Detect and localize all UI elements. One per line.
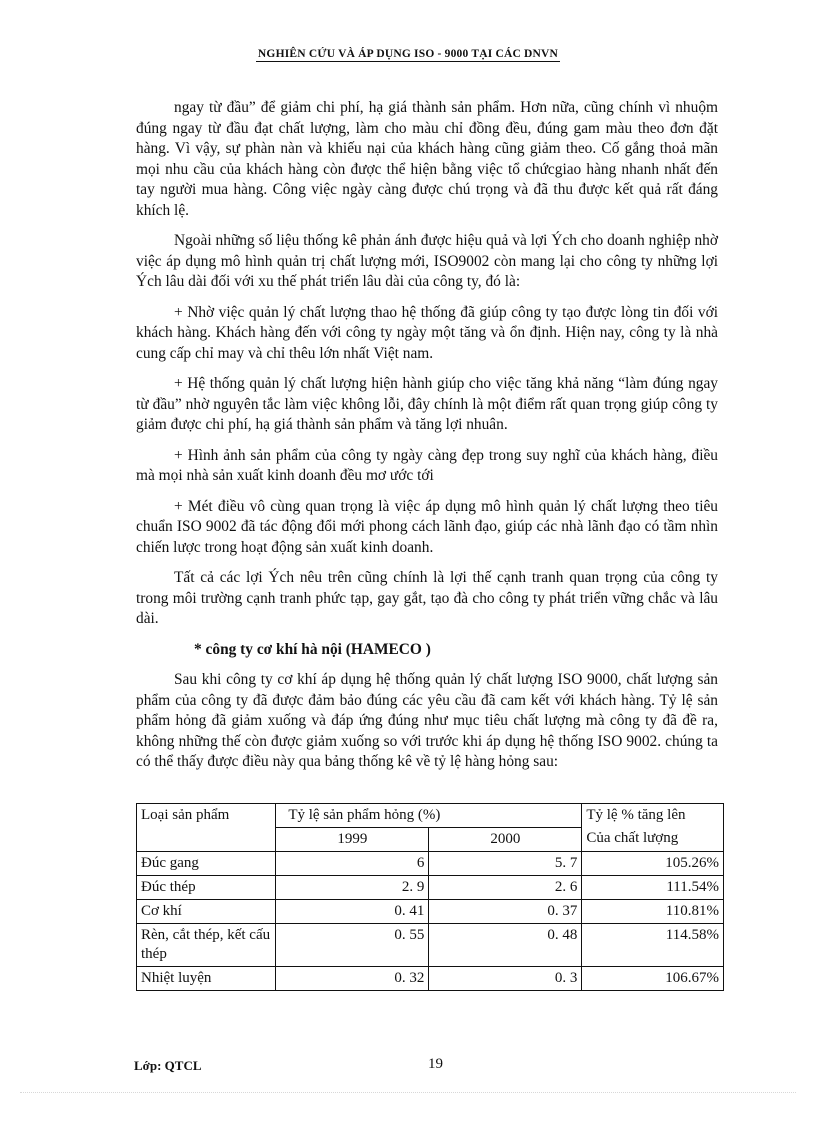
header-increase (582, 804, 724, 852)
header-title: NGHIÊN CỨU VÀ ÁP DỤNG ISO - 9000 TẠI CÁC DNVN (257, 48, 559, 60)
paragraph-6: + Mét điều vô cùng quan trọng là việc áp dụng mô hình quản lý chất lượng theo tiêu chuẩn ISO 9002 đã tác động đổi mới phong cách lãnh đạo, giúp các nhà lãnh đạo có tầm nhìn chiến lược trong hoạt động sản xuất kinh doanh. (136, 497, 718, 556)
table-row (137, 876, 724, 900)
cell-product: Đúc gang (137, 852, 276, 876)
paragraph-1: ngay từ đầu” để giảm chi phí, hạ giá thành sản phẩm. Hơn nữa, cũng chính vì nhuộm đúng ngay từ đầu đạt chất lượng, làm cho màu chỉ đồng đều, đúng gam màu theo đơn đặt hàng. Vì vậy, sự phàn nàn và khiếu nại của khách hàng cũng giảm theo. Cố gắng thoả mãn mọi nhu cầu của khách hàng còn được thể hiện bằng việc tổ chứcgiao hàng nhanh nhất đến tay người mua hàng. Công việc ngày càng được chú trọng và đã thu được kết quả rất đáng khích lệ. (136, 99, 718, 219)
running-header (0, 48, 816, 60)
header-defect-rate: Tỷ lệ sản phẩm hỏng (%) (276, 804, 582, 828)
cell-increase: 110.81% (582, 900, 724, 924)
cell-product: Đúc thép (137, 876, 276, 900)
cell-1999: 0. 32 (276, 967, 429, 991)
paragraph-2: Ngoài những số liệu thống kê phản ánh được hiệu quả và lợi Ých cho doanh nghiệp nhờ việc áp dụng mô hình quản trị chất lượng mới, ISO9002 còn mang lại cho công ty những lợi Ých lâu dài đối với xu thế phát triển lâu dài của công ty, đó là: (136, 232, 718, 290)
footer-page-number: 19 (428, 1056, 443, 1072)
header-increase-line-1: Tỷ lệ % tăng lên (586, 807, 686, 823)
document-body (136, 98, 718, 783)
table-row (137, 924, 724, 967)
cell-product: Nhiệt luyện (137, 967, 276, 991)
paragraph-3: + Nhờ việc quản lý chất lượng thao hệ thống đã giúp công ty tạo được lòng tin đối với khách hàng. Khách hàng đến với công ty ngày một tăng và ổn định. Hiện nay, công ty là nhà cung cấp chỉ may và chỉ thêu lớn nhất Việt nam. (136, 303, 718, 362)
cell-product: Rèn, cắt thép, kết cấu thép (137, 924, 276, 967)
cell-increase: 114.58% (582, 924, 724, 967)
cell-1999: 0. 55 (276, 924, 429, 967)
table-row (137, 852, 724, 876)
header-year-2000: 2000 (429, 828, 582, 852)
footer-class-label: Lớp: QTCL (134, 1058, 202, 1073)
header-increase-line-2: Của chất lượng (586, 830, 679, 846)
header-product: Loại sản phẩm (137, 804, 276, 852)
cell-2000: 0. 3 (429, 967, 582, 991)
cell-increase: 105.26% (582, 852, 724, 876)
cell-product: Cơ khí (137, 900, 276, 924)
header-year-1999: 1999 (276, 828, 429, 852)
cell-increase: 106.67% (582, 967, 724, 991)
cell-2000: 0. 37 (429, 900, 582, 924)
paragraph-4: + Hệ thống quản lý chất lượng hiện hành giúp cho việc tăng khả năng “làm đúng ngay từ đầu” nhờ nguyên tắc làm việc không lỗi, đây chính là một điểm rất quan trọng giúp công ty giảm được chi phí, hạ giá thành sản phẩm và tăng lợi nhuân. (136, 375, 718, 433)
cell-2000: 2. 6 (429, 876, 582, 900)
cell-1999: 2. 9 (276, 876, 429, 900)
cell-1999: 6 (276, 852, 429, 876)
table-row (137, 967, 724, 991)
cell-increase: 111.54% (582, 876, 724, 900)
defect-rate-table (136, 803, 724, 991)
cell-1999: 0. 41 (276, 900, 429, 924)
table-header-row (137, 804, 724, 828)
cell-2000: 5. 7 (429, 852, 582, 876)
table-row (137, 900, 724, 924)
paragraph-5: + Hình ảnh sản phẩm của công ty ngày càng đẹp trong suy nghĩ của khách hàng, điều mà mọi nhà sản xuất kinh doanh đều mơ ước tới (136, 446, 718, 484)
paragraph-7: Tất cả các lợi Ých nêu trên cũng chính là lợi thế cạnh tranh quan trọng của công ty trong môi trường cạnh tranh phức tạp, gay gắt, tạo đà cho công ty phát triển vững chắc và lâu dài. (136, 569, 718, 627)
section-title: * công ty cơ khí hà nội (HAMECO ) (194, 640, 431, 658)
section-paragraph: Sau khi công ty cơ khí áp dụng hệ thống quản lý chất lượng ISO 9000, chất lượng sản phẩm của công ty đã được đảm bảo đúng các yêu cầu đã cam kết với khách hàng. Tỷ lệ sản phẩm hỏng đã giảm xuống và đáp ứng đúng như mục tiêu chất lượng mà công ty đã đề ra, không những thế còn được giảm xuống so với trước khi áp dụng hệ thống ISO 9002. chúng ta có thể thấy được điều này qua bảng thống kê về tỷ lệ hàng hỏng sau: (136, 671, 718, 770)
cell-2000: 0. 48 (429, 924, 582, 967)
page-bottom-divider (20, 1092, 796, 1093)
